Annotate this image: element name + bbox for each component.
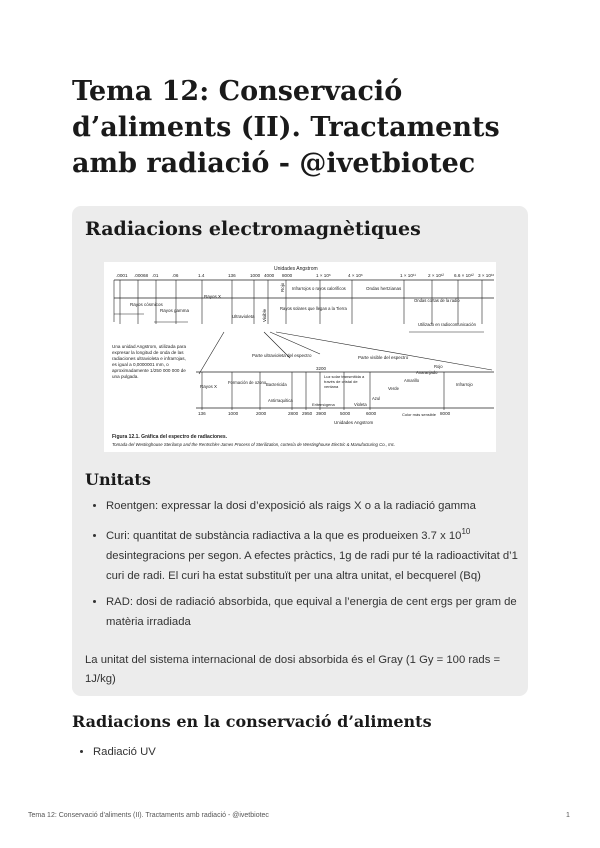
zoom-visible-label: Parte visible del espectro [358,355,409,360]
units-list [85,496,536,638]
scale-bottom-label: 136 [198,411,206,416]
callout-box [72,206,528,696]
sub-erythema: Eritemógena [312,402,335,407]
band-gamma: Rayos gamma [160,308,190,313]
scale-top-label: 1 × 10¹¹ [400,273,416,278]
scale-top-label: 4 × 10⁶ [348,273,363,278]
scale-top-label: .06 [172,273,179,278]
scale-top-label: 1.4 [198,273,205,278]
curie-exponent: 10 [461,527,471,536]
scale-bottom-label: 1000 [228,411,239,416]
scale-top-label: 6.6 × 10¹² [454,273,474,278]
scale-top-label: 4000 [264,273,275,278]
scale-bottom-label: 6000 [366,411,377,416]
scale-bottom-label: 2950 [302,411,313,416]
fig-bottom-header: Unidades Angstrom [334,420,374,425]
scale-top-label: 3 × 10¹⁶ [478,273,495,278]
list-item-roentgen: • Roentgen: expressar la dosi d’exposició als raigs X o a la radiació gamma [106,496,536,516]
scale-top-label: 1 × 10⁶ [316,273,331,278]
section-list [72,743,156,761]
scale-bottom-label: 5000 [340,411,351,416]
band-shortwave: Ondas cortas de la radio [414,298,460,303]
fig-top-header: Unidades Angstrom [274,266,318,272]
scale-top-label: .01 [152,273,159,278]
spectrum-chart [104,262,496,452]
band-uv: Ultravioleta [232,314,255,319]
fig-caption-bold: Figura 12.1. Gráfica del espectro de radiaciones. [112,434,228,440]
fig-caption-rest: Tomada del Westinghouse Sterilamp and the Rentschler-James Process of Sterilization, cortesía de Westinghouse Electric & Manufacturing Co., Inc. [112,442,396,447]
band-radiocomm: Utilizado en radiocomunicación [418,322,476,327]
band-hertzian: Ondas hertzianas [366,286,402,291]
scale-top-label: .00068 [134,273,149,278]
sub-xray: Rayos X [200,384,218,389]
zoom-3200-label: 3200 [316,366,327,371]
band-red: Rojo [280,282,285,292]
units-heading: Unitats [85,470,151,489]
scale-top-label: 8000 [282,273,293,278]
scale-bottom-label: 8000 [440,411,451,416]
scale-bottom-label: 3900 [316,411,327,416]
sub-violet: Violeta [354,402,367,407]
band-cosmic: Rayos cósmicos [130,302,163,307]
footer-page-number: 1 [566,812,570,819]
sub-blue: Azul [372,396,381,401]
scale-top-label: 1000 [250,273,261,278]
zoom-uv-label: Parte ultravioleta del espectro [252,353,312,358]
sub-yellow: Amarillo [404,378,420,383]
scale-bottom-label: 2000 [256,411,267,416]
footer-title: Tema 12: Conservació d’aliments (II). Tractaments amb radiació - @ivetbiotec [28,812,269,819]
scale-bottom-label: 2800 [288,411,299,416]
sub-window-glass: Luz solar transmitida a través de cristal de ventana [324,374,365,389]
callout-note: La unitat del sistema internacional de dosi absorbida és el Gray (1 Gy = 100 rads = 1J/kg) [85,654,501,685]
sub-ozone: Formación de ozono [228,380,267,385]
sub-green: Verde [388,386,399,391]
sub-most-sensitive: Color más sensible [402,412,437,417]
callout-heading: Radiacions electromagnètiques [85,218,421,240]
scale-top-label: 2 × 10¹² [428,273,444,278]
spectrum-figure [104,262,496,452]
band-solar: Rayos solares que llegan a la Tierra [280,306,347,311]
sub-bactericidal: Bactericida [266,382,287,387]
fig-note: Una unidad Angstrom, utilizada para expresar la longitud de onda de las radiaciones ultravioleta e infrarrojas, es igual a 0,0000001 mm, o aproximadamente 1/250 000 000 de una pulgada. [112,344,187,379]
band-visible: Visible [262,308,267,322]
page-title: Tema 12: Conservació d’aliments (II). Tractaments amb radiació - @ivetbiotec [72,76,500,179]
sub-orange: Anaranjado [416,370,438,375]
scale-top-label: .0001 [116,273,128,278]
sub-antirachitic: Antirraquítica [268,398,293,403]
sub-red: Rojo [434,364,443,369]
list-item-curie: • Curi: quantitat de substància radiactiva a la que es produeixen 3.7 x $10^{10}$ desintegracions per segon. A efectes pràctics, 1g de radi pur té la radioactivitat d’1 curi de radi. El curi ha estat substituït per una altra unitat, el becquerel (Bq) [106,522,536,586]
band-xray: Rayos X [204,294,222,299]
list-item-rad: • RAD: dosi de radiació absorbida, que equival a l’energia de cent ergs per gram de matèria irradiada [106,592,536,632]
band-infrared: Infrarrojos o rayos caloríficos [292,286,346,291]
sub-infrared: Infrarrojo [456,382,473,387]
section-heading: Radiacions en la conservació d’aliments [72,712,432,731]
list-item-uv: • Radiació UV [93,743,156,761]
scale-top-label: 136 [228,273,236,278]
